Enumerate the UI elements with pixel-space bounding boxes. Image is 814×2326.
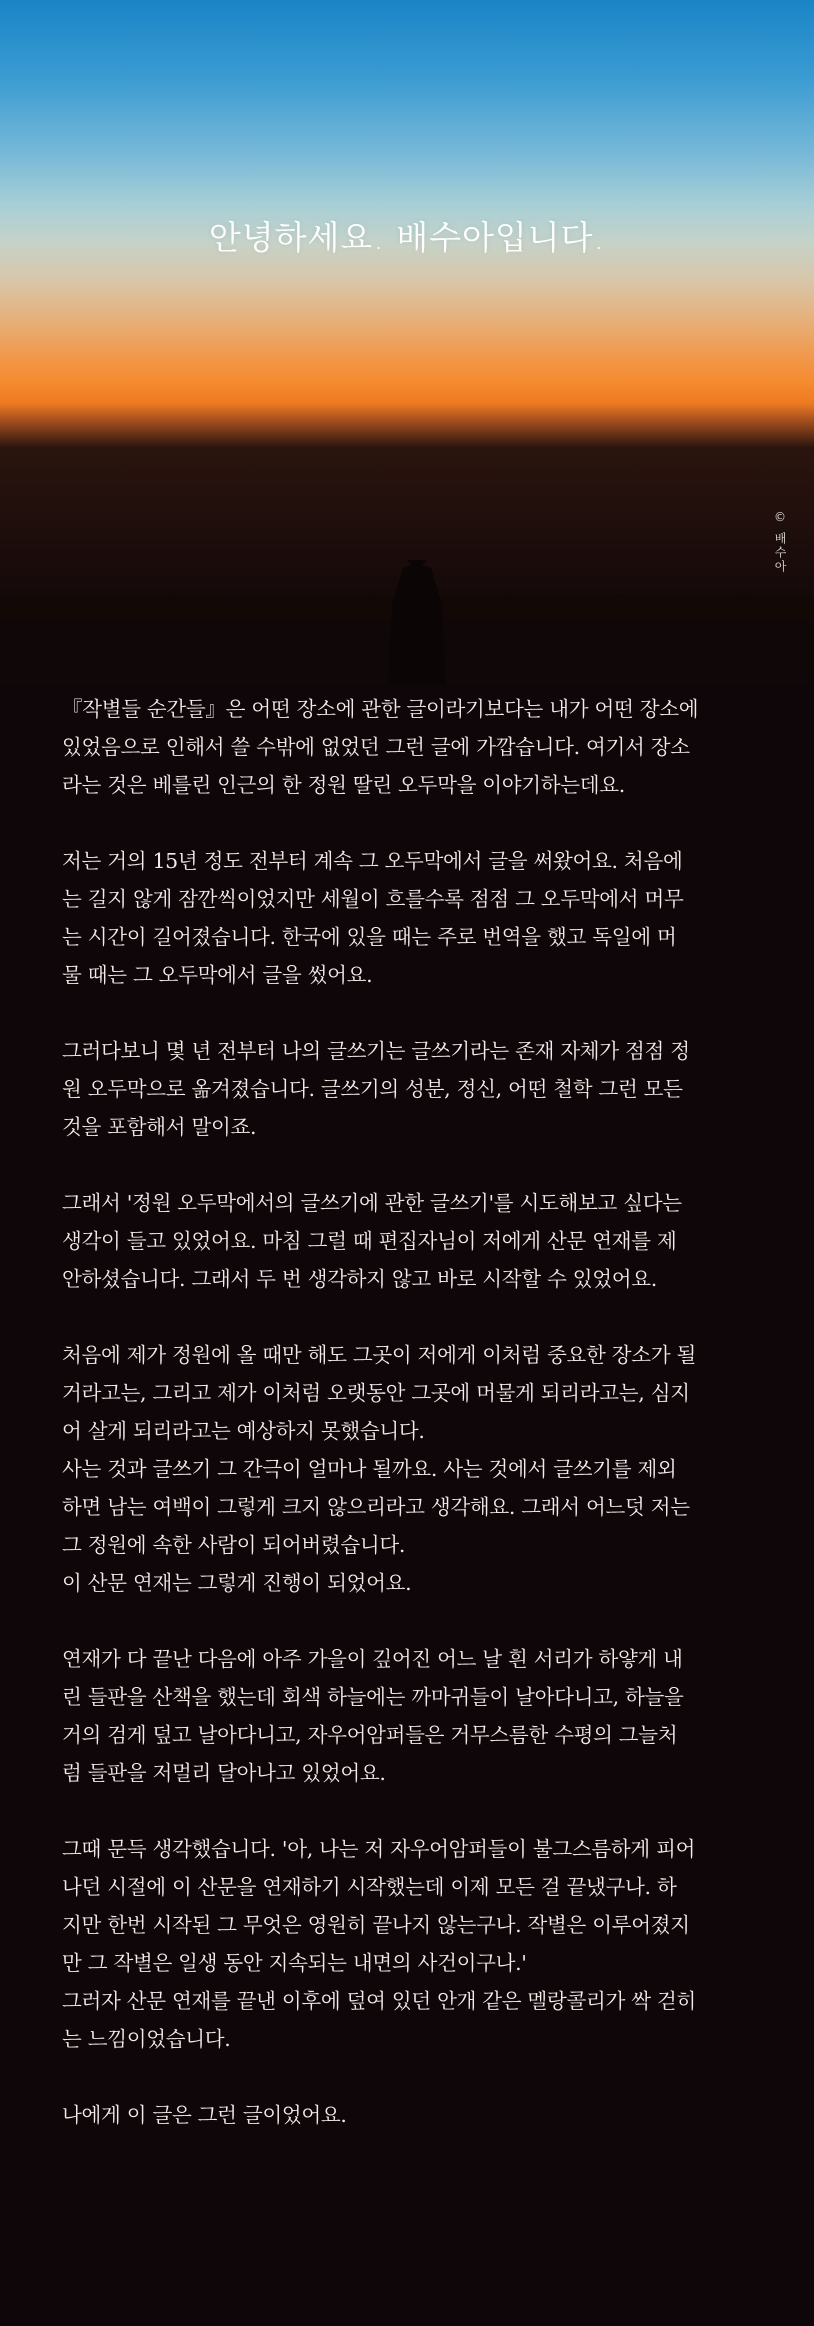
- paragraph: 저는 거의 15년 정도 전부터 계속 그 오두막에서 글을 써왔어요. 처음에 는 길지 않게 잠깐씩이었지만 세월이 흐를수록 점점 그 오두막에서 머무 는 시간이 길어졌습니다. 한국에 있을 때는 주로 번역을 했고 독일에 머 물 때는 그 오두막에서 글을 썼어요.: [62, 849, 684, 987]
- paragraph: 처음에 제가 정원에 올 때만 해도 그곳이 저에게 이처럼 중요한 장소가 될 거라고는, 그리고 제가 이처럼 오랫동안 그곳에 머물게 되리라고는, 심지 어 살게 되리라고는 예상하지 못했습니다. 사는 것과 글쓰기 그 간극이 얼마나 될까요. 사는 것에서 글쓰기를 제외 하면 남는 여백이 그렇게 크지 않으리라고 생각해요. 그래서 어느덧 저는 그 정원에 속한 사람이 되어버렸습니다. 이 산문 연재는 그렇게 진행이 되었어요.: [62, 1343, 696, 1595]
- photo-credit-signature: © 배수아: [773, 510, 787, 574]
- paragraph: 그래서 '정원 오두막에서의 글쓰기에 관한 글쓰기'를 시도해보고 싶다는 생각이 들고 있었어요. 마침 그럴 때 편집자님이 저에게 산문 연재를 제 안하셨습니다. 그래서 두 번 생각하지 않고 바로 시작할 수 있었어요.: [62, 1191, 682, 1291]
- essay-body: [62, 690, 762, 2134]
- closing-paragraph: 나에게 이 글은 그런 글이었어요.: [62, 2103, 347, 2127]
- greeting-title: 안녕하세요. 배수아입니다.: [208, 218, 606, 257]
- paragraph: 그때 문득 생각했습니다. '아, 나는 저 자우어암퍼들이 불그스름하게 피어 나던 시절에 이 산문을 연재하기 시작했는데 이제 모든 걸 끝냈구나. 하 지만 한번 시작된 그 무엇은 영원히 끝나지 않는구나. 작별은 이루어졌지 만 그 작별은 일생 동안 지속되는 내면의 사건이구나.' 그러자 산문 연재를 끝낸 이후에 덮여 있던 안개 같은 멜랑콜리가 싹 걷히 는 느낌이었습니다.: [62, 1837, 696, 2051]
- person-silhouette: [388, 560, 446, 690]
- paragraph: 『작별들 순간들』은 어떤 장소에 관한 글이라기보다는 내가 어떤 장소에 있었음으로 인해서 쓸 수밖에 없었던 그런 글에 가깝습니다. 여기서 장소 라는 것은 베를린 인근의 한 정원 딸린 오두막을 이야기하는데요.: [62, 697, 699, 797]
- paragraph: 연재가 다 끝난 다음에 아주 가을이 깊어진 어느 날 흰 서리가 하얗게 내 린 들판을 산책을 했는데 회색 하늘에는 까마귀들이 날아다니고, 하늘을 거의 검게 덮고 날아다니고, 자우어암퍼들은 거무스름한 수평의 그늘처 럼 들판을 저멀리 달아나고 있었어요.: [62, 1647, 684, 1785]
- sunset-sky-banner: [0, 0, 814, 640]
- paragraph: 그러다보니 몇 년 전부터 나의 글쓰기는 글쓰기라는 존재 자체가 점점 정 원 오두막으로 옮겨졌습니다. 글쓰기의 성분, 정신, 어떤 철학 그런 모든 것을 포함해서 말이죠.: [62, 1039, 690, 1139]
